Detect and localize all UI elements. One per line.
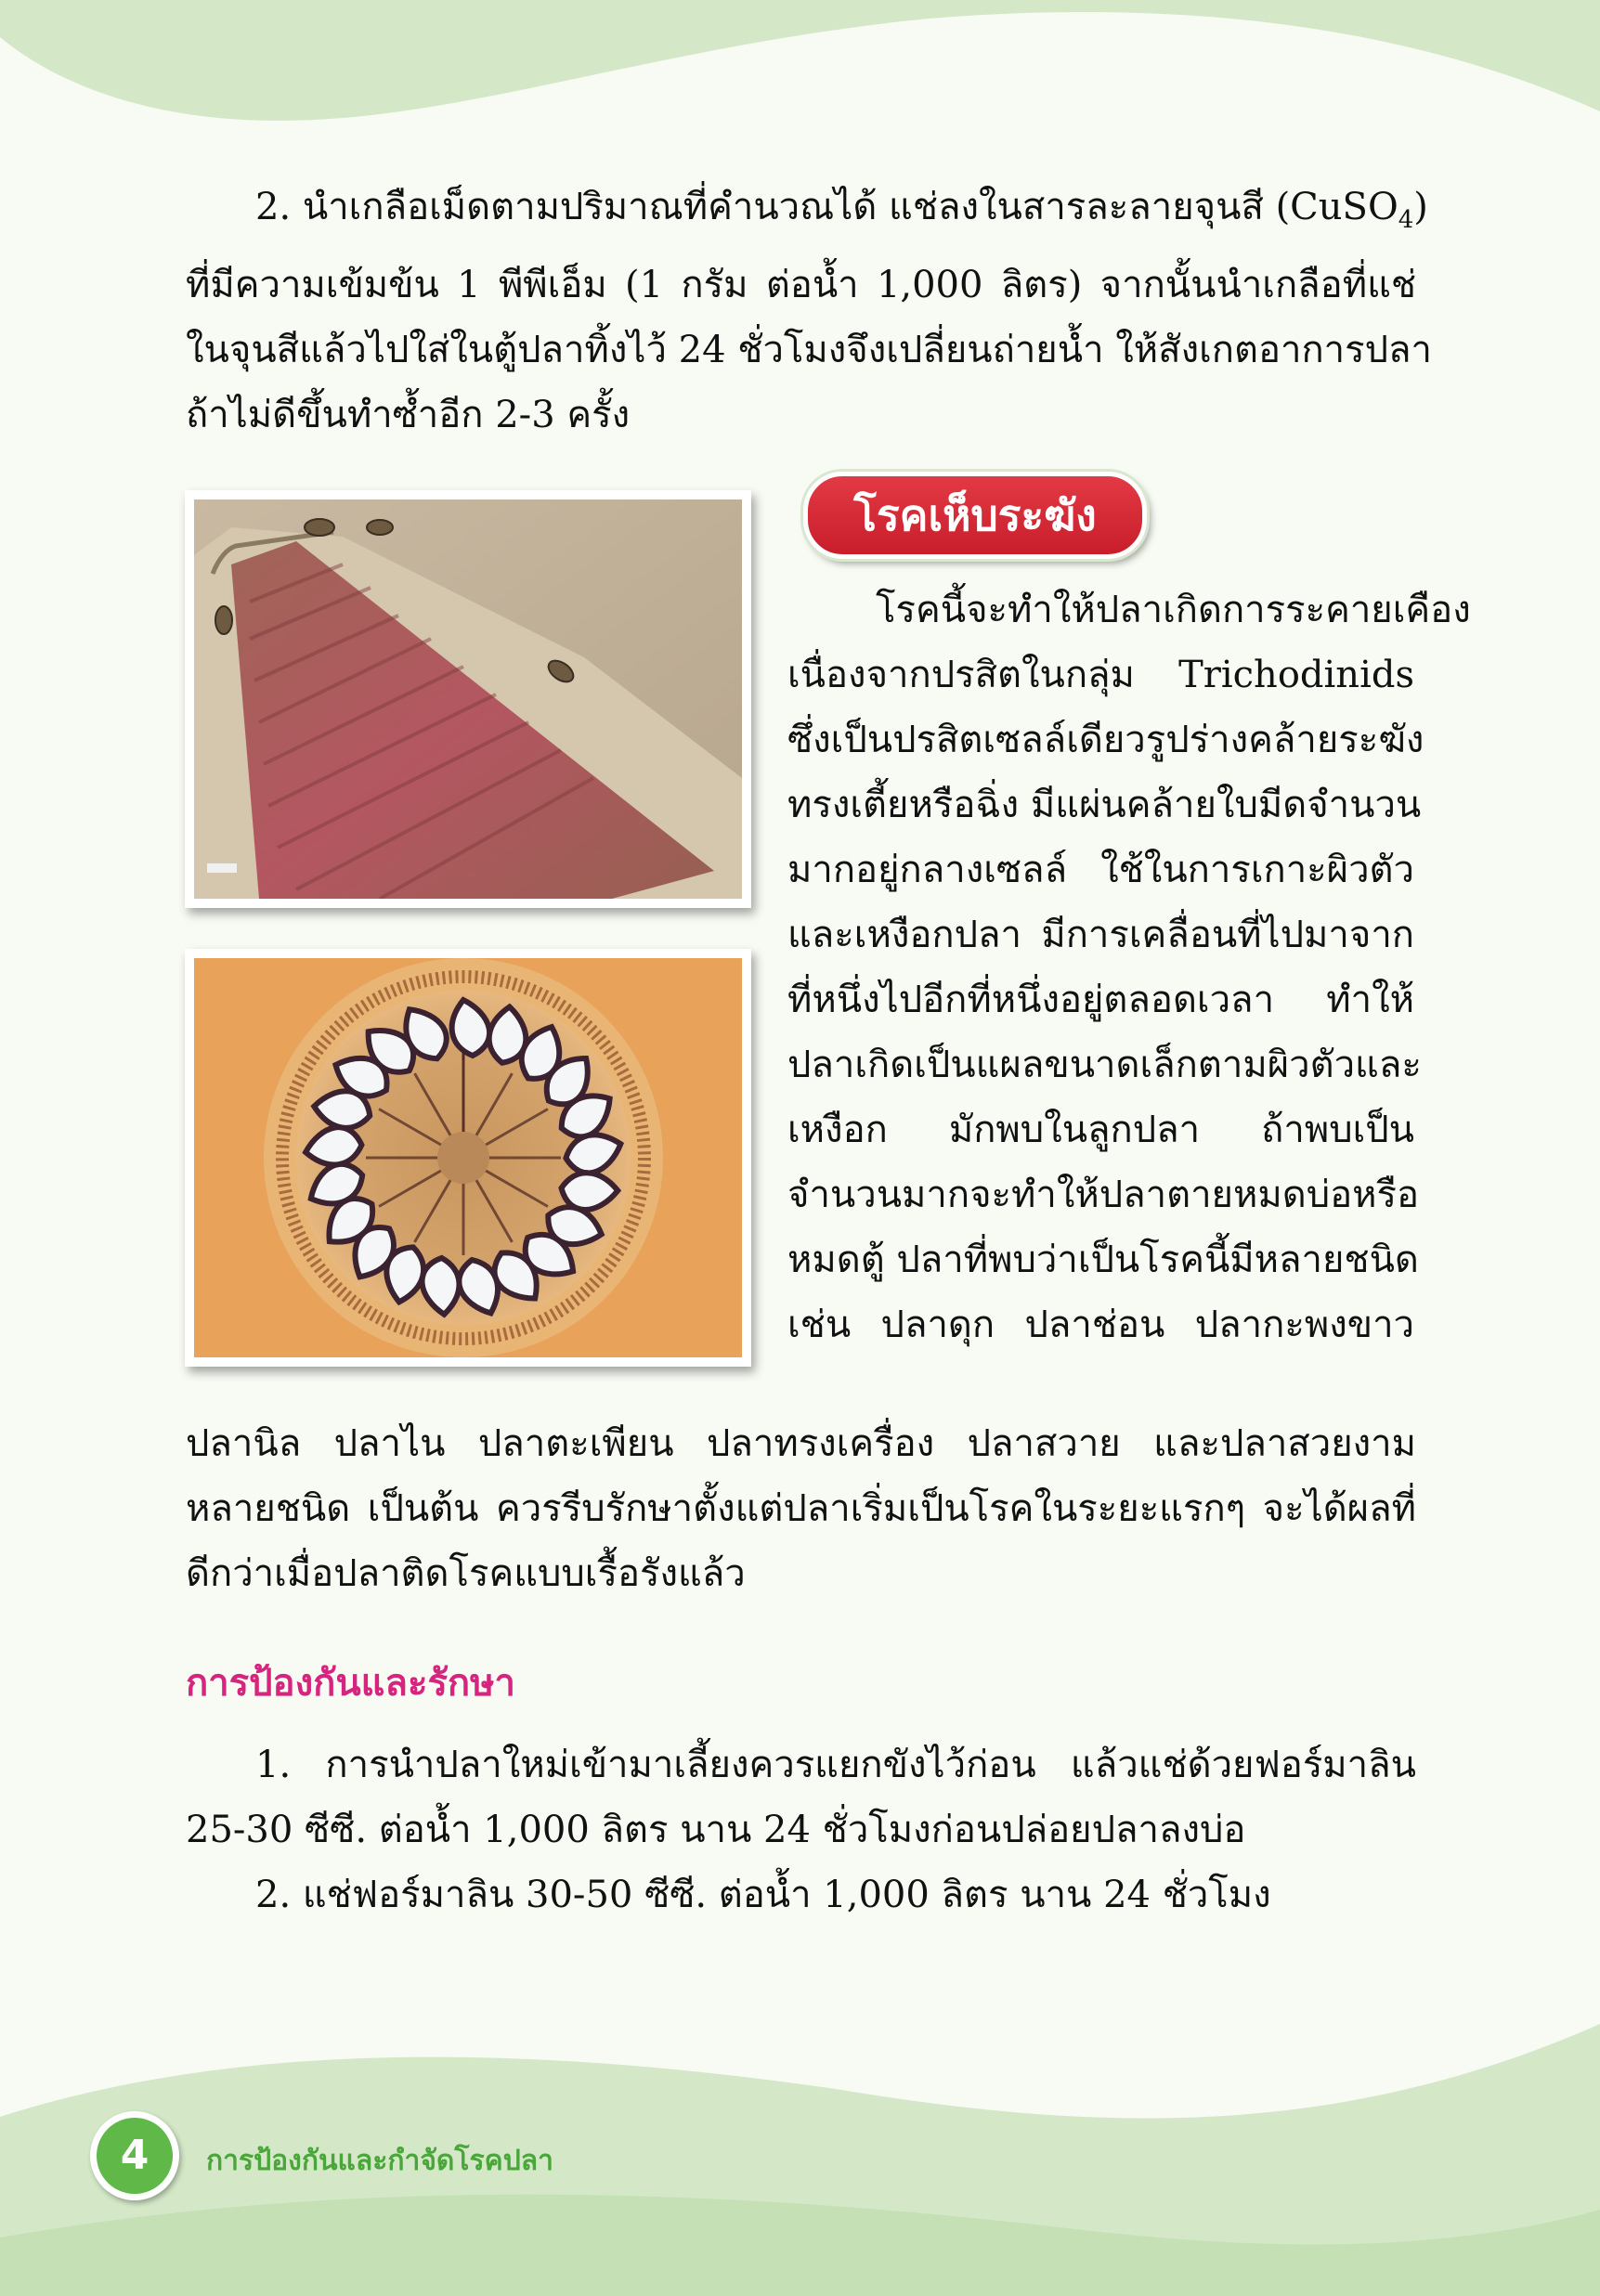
column-line: ซึ่งเป็นปรสิตเซลล์เดียวรูปร่างคล้ายระฆัง <box>787 719 1424 761</box>
column-line: หมดตู้ ปลาที่พบว่าเป็นโรคนี้มีหลายชนิด <box>787 1239 1419 1281</box>
column-line: และเหงือกปลา มีการเคลื่อนที่ไปมาจาก <box>787 914 1414 956</box>
trichodina-disc-photo <box>185 949 751 1367</box>
intro-line <box>186 175 1428 253</box>
trichodina-micrograph-image <box>194 958 742 1357</box>
fin-parasite-photo <box>185 490 751 908</box>
intro-paragraph <box>186 175 1432 448</box>
fin-micrograph-image <box>194 499 742 899</box>
prevention-line: 2. แช่ฟอร์มาลิน 30-50 ซีซี. ต่อน้ำ 1,000 ลิตร นาน 24 ชั่วโมง <box>255 1874 1271 1916</box>
formula-subscript: 4 <box>1398 206 1414 234</box>
column-line: เช่น ปลาดุก ปลาช่อน ปลากะพงขาว <box>787 1304 1414 1346</box>
disease-column-text <box>787 577 1471 1357</box>
column-line: โรคนี้จะทำให้ปลาเกิดการระคายเคือง <box>876 589 1471 631</box>
page-number: 4 <box>97 2118 173 2194</box>
prevention-line: 25-30 ซีซี. ต่อน้ำ 1,000 ลิตร นาน 24 ชั่วโมงก่อนปล่อยปลาลงบ่อ <box>186 1809 1246 1851</box>
intro-line-text: 2. นำเกลือเม็ดตามปริมาณที่คำนวณได้ แช่ลงในสารละลายจุนสี (CuSO <box>255 186 1398 228</box>
intro-line: ที่มีความเข้มข้น 1 พีพีเอ็ม (1 กรัม ต่อน้ำ 1,000 ลิตร) จากนั้นนำเกลือที่แช่ <box>186 264 1416 306</box>
column-line: เนื่องจากปรสิตในกลุ่ม Trichodinids <box>787 654 1414 696</box>
column-line: มากอยู่กลางเซลล์ ใช้ในการเกาะผิวตัว <box>787 849 1414 891</box>
intro-line: ในจุนสีแล้วไปใส่ในตู้ปลาทิ้งไว้ 24 ชั่วโมงจึงเปลี่ยนถ่ายน้ำ ให้สังเกตอาการปลา <box>186 329 1432 371</box>
intro-line: ถ้าไม่ดีขึ้นทำซ้ำอีก 2-3 ครั้ง <box>186 394 631 436</box>
disease-continued-paragraph <box>186 1411 1416 1606</box>
prevention-heading: การป้องกันและรักษา <box>186 1662 515 1705</box>
page-number-badge <box>90 2111 179 2200</box>
column-line: ทรงเตี้ยหรือฉิ่ง มีแผ่นคล้ายใบมีดจำนวน <box>787 784 1422 826</box>
column-line: ปลาเกิดเป็นแผลขนาดเล็กตามผิวตัวและ <box>787 1044 1422 1086</box>
column-line: ที่หนึ่งไปอีกที่หนึ่งอยู่ตลอดเวลา ทำให้ <box>787 979 1414 1021</box>
formula-close: ) <box>1413 186 1428 228</box>
footer-book-title: การป้องกันและกำจัดโรคปลา <box>206 2145 553 2177</box>
column-line: เหงือก มักพบในลูกปลา ถ้าพบเป็น <box>787 1109 1414 1151</box>
continued-line: หลายชนิด เป็นต้น ควรรีบรักษาตั้งแต่ปลาเริ่มเป็นโรคในระยะแรกๆ จะได้ผลที่ <box>186 1487 1416 1530</box>
continued-line: ปลานิล ปลาไน ปลาตะเพียน ปลาทรงเครื่อง ปลาสวาย และปลาสวยงาม <box>186 1422 1416 1465</box>
prevention-line: 1. การนำปลาใหม่เข้ามาเลี้ยงควรแยกขังไว้ก่อน แล้วแช่ด้วยฟอร์มาลิน <box>255 1744 1416 1786</box>
disease-title: โรคเห็บระฆัง <box>803 472 1147 559</box>
continued-line: ดีกว่าเมื่อปลาติดโรคแบบเรื้อรังแล้ว <box>186 1552 746 1595</box>
column-line: จำนวนมากจะทำให้ปลาตายหมดบ่อหรือ <box>787 1174 1419 1216</box>
prevention-list <box>186 1732 1416 1927</box>
